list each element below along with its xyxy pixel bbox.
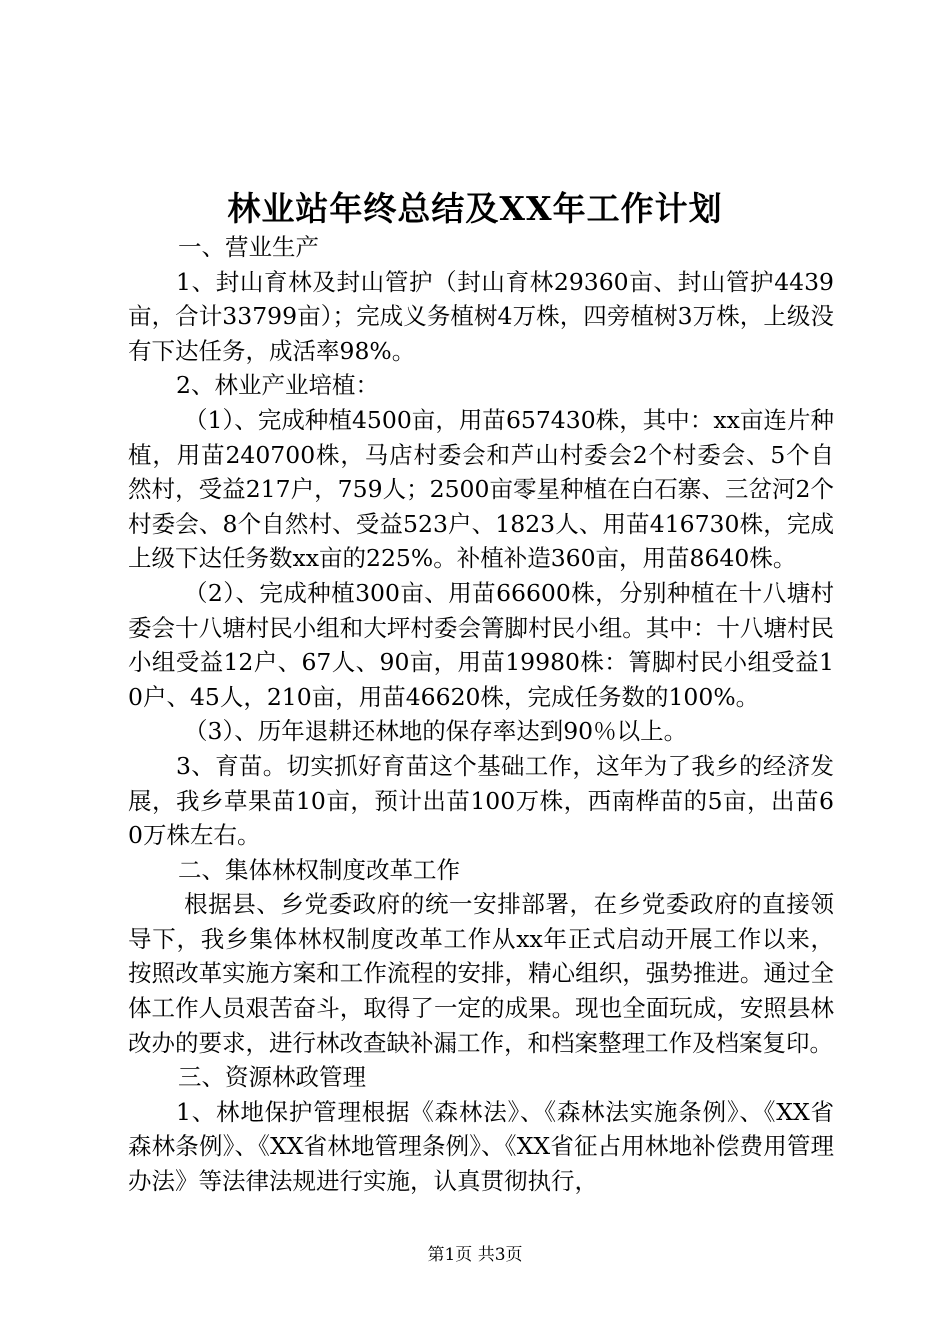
section-heading-3: 三、资源林政管理 — [178, 1063, 366, 1092]
paragraph-item-2: 2、林业产业培植： — [176, 371, 379, 400]
paragraph-subitem-2: （2）、完成种植300亩、用苗66600株，分别种植在十八塘村委会十八塘村民小组和大坪村委会箐脚村民小组。其中：十八塘村民小组受益12户、67人、90亩，用苗19980株：箐脚村民小组受益10户、45人，210亩，用苗46620株，完成任务数的100%。 — [128, 578, 834, 711]
page-footer: 第1页 共3页 — [427, 1245, 523, 1265]
paragraph-item-3: 3、育苗。切实抓好育苗这个基础工作，这年为了我乡的经济发展，我乡草果苗10亩，预计出苗100万株，西南桦苗的5亩，出苗60万株左右。 — [128, 751, 834, 850]
section-heading-1: 一、营业生产 — [178, 233, 319, 261]
paragraph-subitem-3: （3）、历年退耕还林地的保存率达到90％以上。 — [184, 717, 688, 746]
document-body — [128, 230, 834, 1199]
paragraph-forest-land-protection: 1、林地保护管理根据《森林法》、《森林法实施条例》、《XX省森林条例》、《XX省林地管理条例》、《XX省征占用林地补偿费用管理办法》等法律法规进行实施，认真贯彻执行， — [128, 1097, 834, 1196]
paragraph-forest-reform: 根据县、乡党委政府的统一安排部署，在乡党委政府的直接领导下，我乡集体林权制度改革工作从xx年正式启动开展工作以来，按照改革实施方案和工作流程的安排，精心组织，强势推进。通过全体工作人员艰苦奋斗，取得了一定的成果。现也全面玩成，安照县林改办的要求，进行林改查缺补漏工作，和档案整理工作及档案复印。 — [128, 890, 834, 1057]
document-title: 林业站年终总结及XX年工作计划 — [227, 189, 723, 228]
paragraph-item-1: 1、封山育林及封山管护（封山育林29360亩、封山管护4439亩，合计33799亩）；完成义务植树4万株，四旁植树3万株，上级没有下达任务，成活率98%。 — [128, 267, 834, 365]
section-heading-2: 二、集体林权制度改革工作 — [178, 855, 460, 884]
paragraph-subitem-1: （1）、完成种植4500亩，用苗657430株，其中：xx亩连片种植，用苗240700株，马店村委会和芦山村委会2个村委会、5个自然村，受益217户，759人；2500亩零星种植在白石寨、三岔河2个村委会、8个自然村、受益523户、1823人、用苗416730株，完成上级下达任务数xx亩的225%。补植补造360亩，用苗8640株。 — [128, 405, 834, 573]
